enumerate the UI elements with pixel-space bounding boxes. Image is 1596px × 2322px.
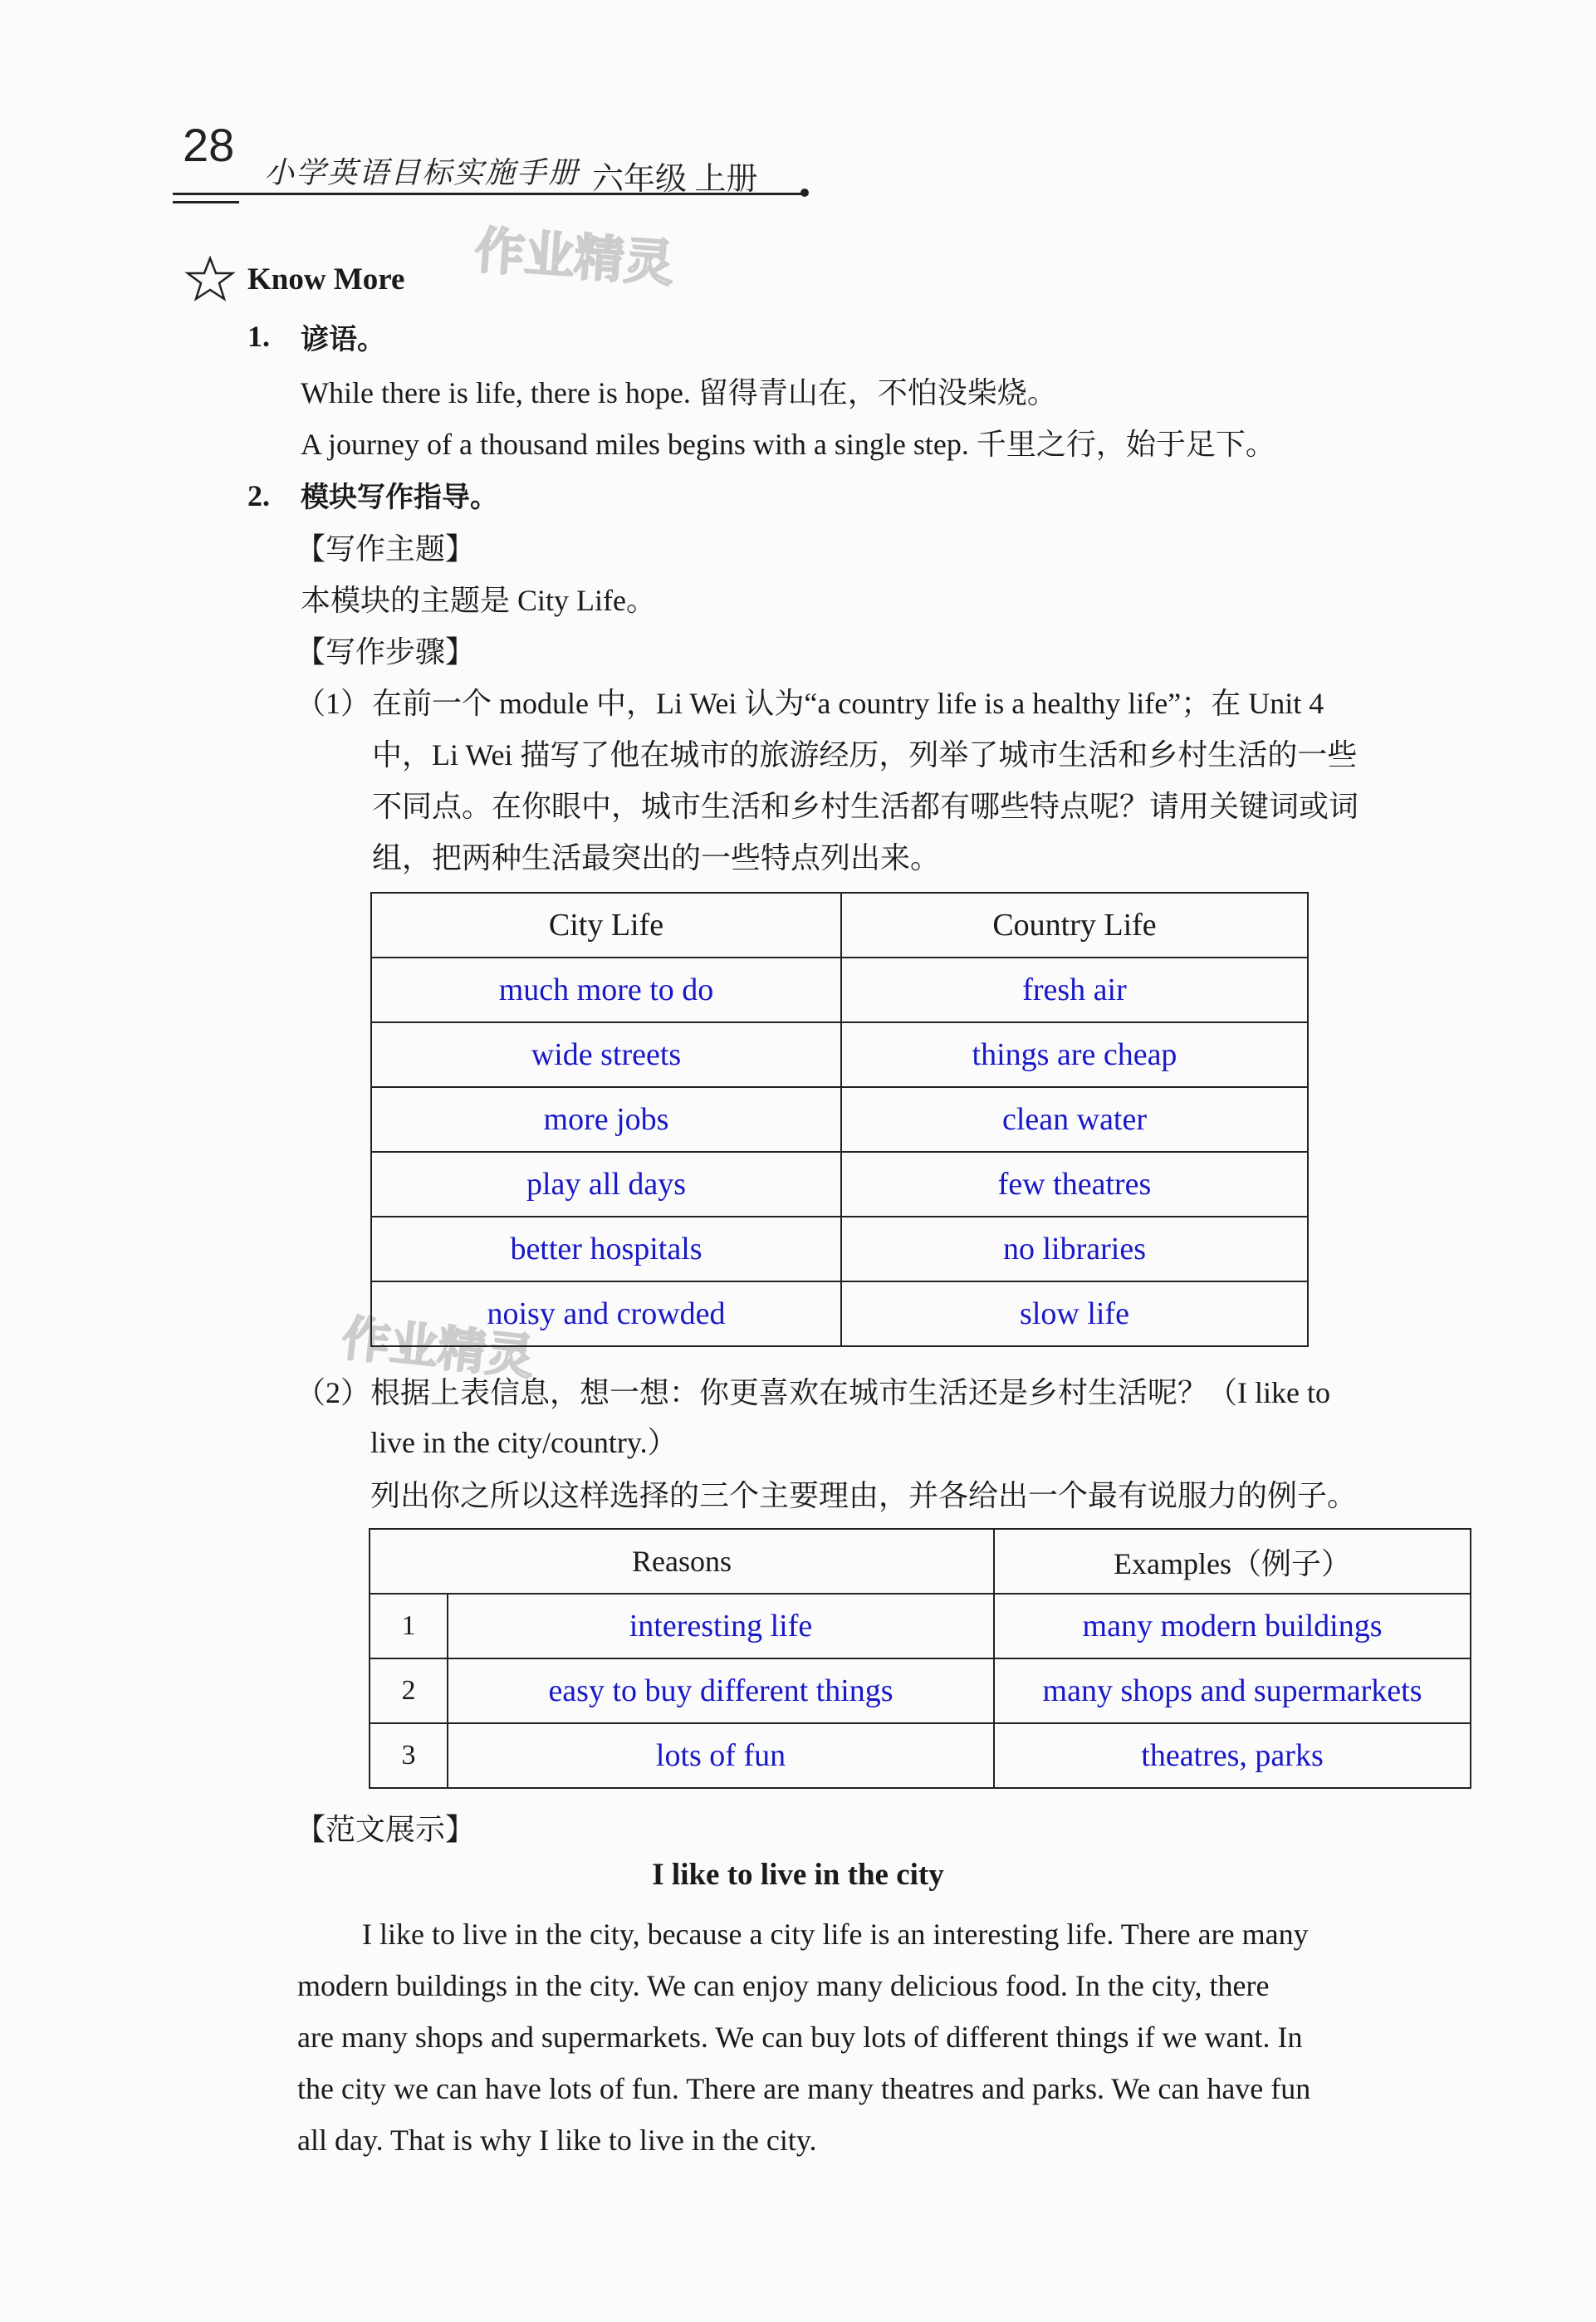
watermark-table: 作业精灵 bbox=[339, 1310, 537, 1386]
table-cell: interesting life bbox=[448, 1594, 994, 1658]
essay-line-1: I like to live in the city, because a city life is an interesting life. There are many bbox=[362, 1918, 1309, 1951]
star-icon bbox=[184, 256, 236, 302]
header-rule-short bbox=[173, 201, 239, 203]
essay-line-3: are many shops and supermarkets. We can buy lots of different things if we want. In bbox=[297, 2021, 1303, 2054]
table-cell: much more to do bbox=[371, 958, 841, 1022]
essay-line-5: all day. That is why I like to live in the city. bbox=[297, 2124, 817, 2157]
table-cell: play all days bbox=[371, 1152, 841, 1217]
header-cell: Reasons bbox=[370, 1529, 994, 1594]
header-cell: Examples（例子） bbox=[994, 1529, 1471, 1594]
page-number: 28 bbox=[183, 119, 235, 171]
header-cell: Country Life bbox=[841, 893, 1308, 958]
theme-text: 本模块的主题是 City Life。 bbox=[301, 584, 656, 617]
proverb-2: A journey of a thousand miles begins with a single step. 千里之行，始于足下。 bbox=[301, 428, 1275, 461]
step1-line-1: 在前一个 module 中，Li Wei 认为“a country life is a healthy life”；在 Unit 4 bbox=[372, 687, 1324, 720]
header-cell: City Life bbox=[371, 893, 841, 958]
life-table bbox=[370, 892, 1309, 1347]
table-cell: fresh air bbox=[841, 958, 1308, 1022]
step2-marker: （2） bbox=[296, 1376, 371, 1409]
sample-label: 【范文展示】 bbox=[296, 1813, 476, 1846]
page-header bbox=[173, 115, 812, 206]
know-more-heading bbox=[184, 256, 404, 302]
table-cell: clean water bbox=[841, 1087, 1308, 1152]
table-cell: slow life bbox=[841, 1281, 1308, 1346]
row-number: 3 bbox=[370, 1723, 448, 1788]
table-cell: better hospitals bbox=[371, 1217, 841, 1281]
table-cell: many modern buildings bbox=[994, 1594, 1471, 1658]
reasons-table bbox=[369, 1528, 1471, 1789]
step2-line-1: 根据上表信息，想一想：你更喜欢在城市生活还是乡村生活呢？（I like to bbox=[370, 1376, 1330, 1409]
table-row bbox=[371, 1022, 1308, 1087]
table-row bbox=[371, 958, 1308, 1022]
step1-line-4: 组，把两种生活最突出的一些特点列出来。 bbox=[372, 841, 941, 874]
row-number: 2 bbox=[370, 1658, 448, 1723]
table-row bbox=[371, 1281, 1308, 1346]
step2-line-3: 列出你之所以这样选择的三个主要理由，并各给出一个最有说服力的例子。 bbox=[370, 1479, 1358, 1512]
section1-number: 1. bbox=[247, 320, 270, 353]
step1-marker: （1） bbox=[296, 687, 371, 720]
grade-label: 六年级 上册 bbox=[592, 162, 758, 197]
step2-line-2: live in the city/country.） bbox=[370, 1426, 678, 1459]
proverb-1: While there is life, there is hope. 留得青山在，不怕没柴烧。 bbox=[301, 376, 1057, 409]
know-more-title: Know More bbox=[247, 262, 405, 296]
table-row bbox=[371, 1087, 1308, 1152]
table-header-row bbox=[371, 893, 1308, 958]
row-number: 1 bbox=[370, 1594, 448, 1658]
table-cell: easy to buy different things bbox=[448, 1658, 994, 1723]
header-rule bbox=[173, 193, 804, 195]
table-row bbox=[371, 1152, 1308, 1217]
theme-label: 【写作主题】 bbox=[296, 532, 476, 566]
table-cell: few theatres bbox=[841, 1152, 1308, 1217]
watermark-top: 作业精灵 bbox=[472, 221, 676, 294]
essay-title: I like to live in the city bbox=[652, 1858, 944, 1892]
table-header-row bbox=[370, 1529, 1471, 1594]
table-cell: theatres, parks bbox=[994, 1723, 1471, 1788]
table-row bbox=[370, 1594, 1471, 1658]
table-cell: lots of fun bbox=[448, 1723, 994, 1788]
table-row bbox=[370, 1658, 1471, 1723]
table-cell: things are cheap bbox=[841, 1022, 1308, 1087]
step1-line-2: 中，Li Wei 描写了他在城市的旅游经历，列举了城市生活和乡村生活的一些 bbox=[372, 738, 1358, 772]
section2-number: 2. bbox=[247, 479, 270, 512]
section1-title: 谚语。 bbox=[301, 323, 385, 356]
header-dot bbox=[800, 189, 809, 197]
table-cell: wide streets bbox=[371, 1022, 841, 1087]
section2-title: 模块写作指导。 bbox=[301, 481, 498, 514]
table-cell: noisy and crowded bbox=[371, 1281, 841, 1346]
table-row bbox=[370, 1723, 1471, 1788]
table-row bbox=[371, 1217, 1308, 1281]
essay-line-4: the city we can have lots of fun. There are many theatres and parks. We can have fun bbox=[297, 2072, 1311, 2105]
steps-label: 【写作步骤】 bbox=[296, 635, 476, 669]
essay-line-2: modern buildings in the city. We can enjoy many delicious food. In the city, there bbox=[297, 1969, 1270, 2002]
table-cell: more jobs bbox=[371, 1087, 841, 1152]
table-cell: no libraries bbox=[841, 1217, 1308, 1281]
book-title: 小学英语目标实施手册 bbox=[264, 156, 580, 189]
step1-line-3: 不同点。在你眼中，城市生活和乡村生活都有哪些特点呢？请用关键词或词 bbox=[372, 790, 1359, 823]
table-cell: many shops and supermarkets bbox=[994, 1658, 1471, 1723]
